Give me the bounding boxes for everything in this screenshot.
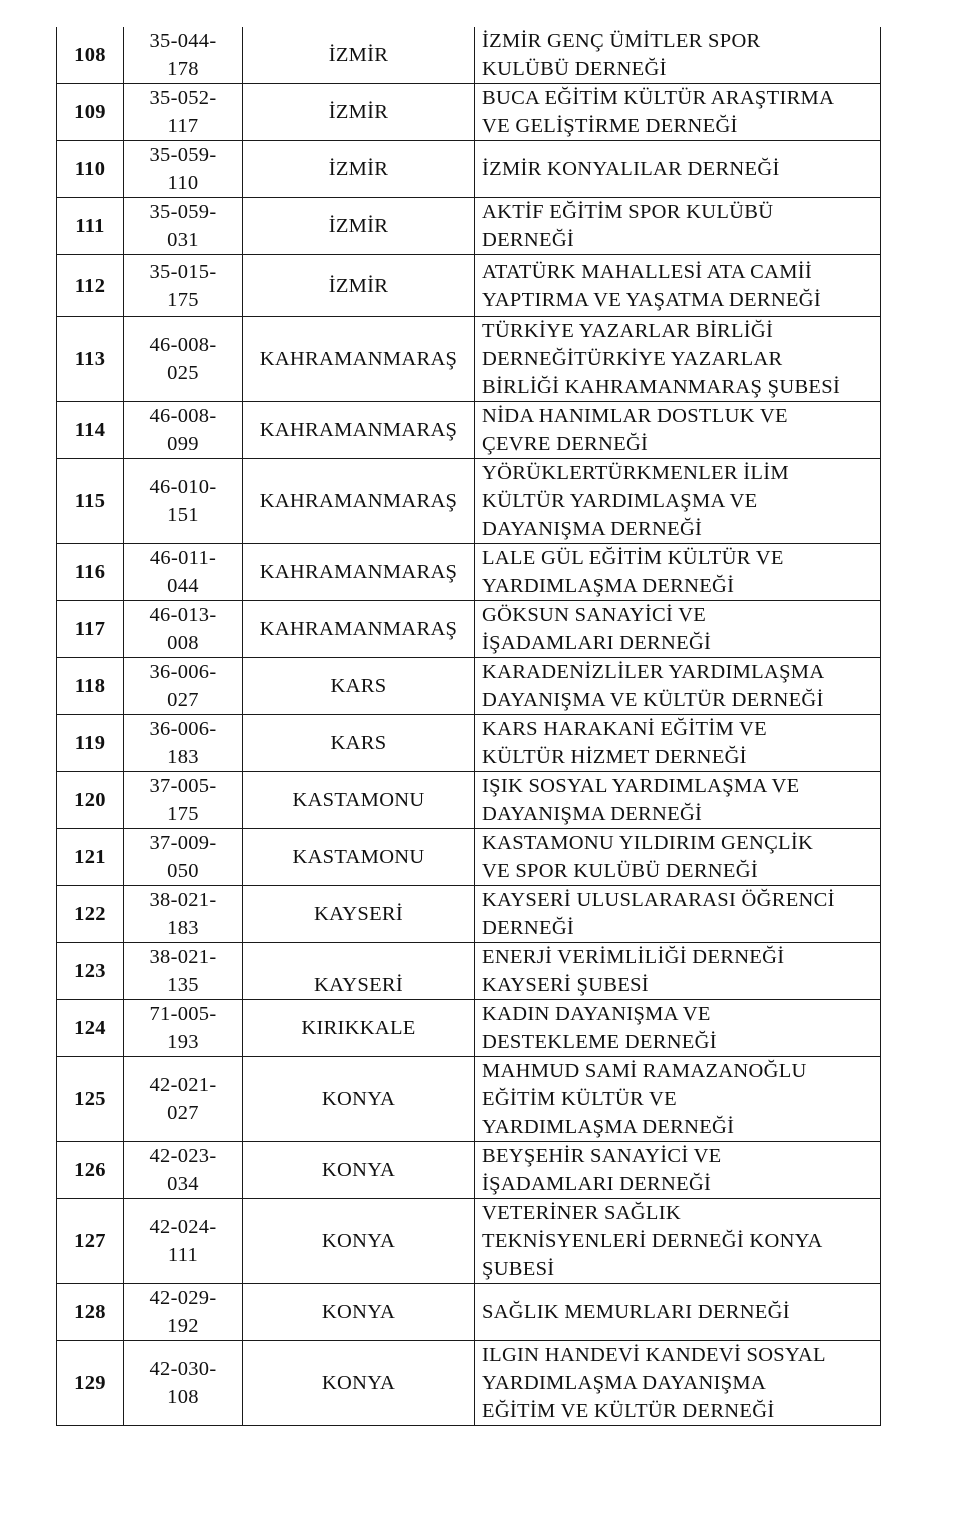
row-number: 121: [57, 829, 124, 886]
row-number: 127: [57, 1199, 124, 1284]
province: KAHRAMANMARAŞ: [243, 402, 475, 459]
registry-code-line: 027: [167, 689, 199, 711]
table-row: [57, 27, 881, 84]
association-name-line: YARDIMLAŞMA DAYANIŞMA: [482, 1372, 767, 1394]
table-row: [57, 715, 881, 772]
registry-code: [124, 459, 243, 544]
registry-code-line: 110: [167, 172, 199, 194]
row-number: 111: [57, 198, 124, 255]
table-row: [57, 255, 881, 317]
association-name-line: KULÜBÜ DERNEĞİ: [482, 58, 667, 80]
registry-code-line: 42-023-: [149, 1145, 217, 1167]
registry-code-line: 151: [167, 504, 199, 526]
registry-code-line: 46-008-: [149, 405, 217, 427]
registry-code-line: 46-011-: [149, 547, 217, 569]
registry-code-line: 42-030-: [149, 1358, 217, 1380]
table-row: [57, 1341, 881, 1426]
association-name: [475, 1284, 881, 1341]
registry-code: [124, 1057, 243, 1142]
registry-code: [124, 544, 243, 601]
association-name: [475, 317, 881, 402]
table-body: [57, 27, 881, 1426]
registry-code-line: 008: [167, 632, 199, 654]
table-row: [57, 601, 881, 658]
row-number: 117: [57, 601, 124, 658]
province: KONYA: [243, 1142, 475, 1199]
association-name-line: DERNEĞİTÜRKİYE YAZARLAR: [482, 348, 783, 370]
association-name-line: YAPTIRMA VE YAŞATMA DERNEĞİ: [482, 288, 821, 311]
association-name-line: AKTİF EĞİTİM SPOR KULÜBÜ: [482, 201, 774, 223]
registry-code: [124, 141, 243, 198]
province: KARS: [243, 715, 475, 772]
table-row: [57, 1142, 881, 1199]
association-name: [475, 544, 881, 601]
association-name-line: DAYANIŞMA DERNEĞİ: [482, 803, 703, 825]
row-number: 110: [57, 141, 124, 198]
table-row: [57, 772, 881, 829]
registry-code-line: 37-005-: [149, 775, 217, 797]
registry-code-line: 38-021-: [149, 889, 217, 911]
registry-code-line: 050: [167, 860, 199, 882]
province: KASTAMONU: [243, 772, 475, 829]
association-name-line: KARS HARAKANİ EĞİTİM VE: [482, 718, 767, 740]
table-row: [57, 658, 881, 715]
registry-code-line: 35-059-: [149, 144, 217, 166]
registry-code-line: 193: [167, 1031, 199, 1053]
association-name-line: KAYSERİ ŞUBESİ: [482, 974, 649, 996]
registry-code: [124, 255, 243, 317]
province: KAYSERİ: [243, 886, 475, 943]
association-name-line: VETERİNER SAĞLIK: [482, 1202, 681, 1224]
row-number: 129: [57, 1341, 124, 1426]
province: KARS: [243, 658, 475, 715]
province: İZMİR: [243, 84, 475, 141]
association-name-line: DESTEKLEME DERNEĞİ: [482, 1031, 717, 1053]
association-name: [475, 1000, 881, 1057]
registry-code-line: 37-009-: [149, 832, 217, 854]
province: KONYA: [243, 1199, 475, 1284]
table-row: [57, 402, 881, 459]
association-name-line: KÜLTÜR YARDIMLAŞMA VE: [482, 490, 758, 512]
row-number: 128: [57, 1284, 124, 1341]
association-name-line: YÖRÜKLERTÜRKMENLER İLİM: [482, 462, 789, 484]
table-row: [57, 459, 881, 544]
table-row: [57, 829, 881, 886]
province: KAHRAMANMARAŞ: [243, 544, 475, 601]
row-number: 123: [57, 943, 124, 1000]
association-name: [475, 658, 881, 715]
association-name-line: ÇEVRE DERNEĞİ: [482, 433, 649, 455]
association-name: [475, 402, 881, 459]
association-name-line: VE GELİŞTİRME DERNEĞİ: [482, 115, 738, 137]
association-name-line: ENERJİ VERİMLİLİĞİ DERNEĞİ: [482, 946, 785, 968]
association-name-line: YARDIMLAŞMA DERNEĞİ: [482, 1116, 735, 1138]
association-name-line: VE SPOR KULÜBÜ DERNEĞİ: [482, 860, 758, 882]
row-number: 118: [57, 658, 124, 715]
association-name: [475, 141, 881, 198]
association-name-line: DAYANIŞMA DERNEĞİ: [482, 518, 703, 540]
province: İZMİR: [243, 141, 475, 198]
association-name-line: KAYSERİ ULUSLARARASI ÖĞRENCİ: [482, 889, 835, 911]
row-number: 122: [57, 886, 124, 943]
province: KONYA: [243, 1057, 475, 1142]
table-row: [57, 1284, 881, 1341]
province: İZMİR: [243, 27, 475, 84]
registry-code-line: 46-008-: [149, 334, 217, 356]
association-name: [475, 1341, 881, 1426]
registry-code-line: 178: [167, 58, 199, 80]
association-name-line: NİDA HANIMLAR DOSTLUK VE: [482, 405, 788, 427]
association-name: [475, 715, 881, 772]
registry-code-line: 42-029-: [149, 1287, 217, 1309]
registry-code: [124, 84, 243, 141]
association-name: [475, 1199, 881, 1284]
registry-code-line: 111: [167, 1244, 199, 1266]
association-name-line: KARADENİZLİLER YARDIMLAŞMA: [482, 661, 825, 683]
association-name-line: KÜLTÜR HİZMET DERNEĞİ: [482, 746, 747, 768]
table-row: [57, 198, 881, 255]
registry-code: [124, 715, 243, 772]
registry-code-line: 35-015-: [149, 260, 217, 283]
province: KONYA: [243, 1284, 475, 1341]
association-name: [475, 459, 881, 544]
registry-code-line: 42-021-: [149, 1074, 217, 1096]
registry-code-line: 192: [167, 1315, 199, 1337]
registry-code-line: 71-005-: [149, 1003, 217, 1025]
row-number: 109: [57, 84, 124, 141]
association-name-line: KADIN DAYANIŞMA VE: [482, 1003, 711, 1025]
registry-code: [124, 601, 243, 658]
province: KASTAMONU: [243, 829, 475, 886]
association-name-line: İZMİR KONYALILAR DERNEĞİ: [482, 158, 780, 180]
registry-code: [124, 886, 243, 943]
row-number: 119: [57, 715, 124, 772]
association-name-line: BUCA EĞİTİM KÜLTÜR ARAŞTIRMA: [482, 87, 835, 109]
association-name-line: SAĞLIK MEMURLARI DERNEĞİ: [482, 1301, 790, 1323]
province: KAYSERİ: [243, 943, 475, 1000]
associations-table: [56, 27, 881, 1426]
association-name-line: ATATÜRK MAHALLESİ ATA CAMİİ: [482, 260, 812, 283]
registry-code: [124, 658, 243, 715]
registry-code: [124, 1199, 243, 1284]
registry-code-line: 35-059-: [149, 201, 217, 223]
association-name-line: İŞADAMLARI DERNEĞİ: [482, 632, 712, 654]
table-row: [57, 943, 881, 1000]
association-name: [475, 772, 881, 829]
registry-code-line: 044: [167, 575, 199, 597]
row-number: 115: [57, 459, 124, 544]
association-name-line: DERNEĞİ: [482, 229, 575, 251]
association-name-line: İŞADAMLARI DERNEĞİ: [482, 1173, 712, 1195]
association-name-line: İZMİR GENÇ ÜMİTLER SPOR: [482, 30, 761, 52]
registry-code-line: 46-013-: [149, 604, 217, 626]
registry-code-line: 183: [167, 917, 199, 939]
association-name: [475, 943, 881, 1000]
table-row: [57, 141, 881, 198]
association-name-line: EĞİTİM VE KÜLTÜR DERNEĞİ: [482, 1400, 775, 1422]
row-number: 114: [57, 402, 124, 459]
registry-code: [124, 198, 243, 255]
row-number: 112: [57, 255, 124, 317]
association-name-line: YARDIMLAŞMA DERNEĞİ: [482, 575, 735, 597]
registry-code: [124, 402, 243, 459]
row-number: 126: [57, 1142, 124, 1199]
association-name-line: BEYŞEHİR SANAYİCİ VE: [482, 1145, 722, 1167]
province: İZMİR: [243, 198, 475, 255]
table-row: [57, 1199, 881, 1284]
association-name-line: ILGIN HANDEVİ KANDEVİ SOSYAL: [482, 1344, 826, 1366]
registry-code-line: 183: [167, 746, 199, 768]
association-name-line: MAHMUD SAMİ RAMAZANOĞLU: [482, 1060, 807, 1082]
registry-code-line: 175: [167, 288, 199, 311]
row-number: 125: [57, 1057, 124, 1142]
registry-code-line: 42-024-: [149, 1216, 217, 1238]
association-name-line: TÜRKİYE YAZARLAR BİRLİĞİ: [482, 320, 774, 342]
table-row: [57, 84, 881, 141]
table-row: [57, 1000, 881, 1057]
table-row: [57, 1057, 881, 1142]
row-number: 108: [57, 27, 124, 84]
association-name-line: LALE GÜL EĞİTİM KÜLTÜR VE: [482, 547, 784, 569]
table-row: [57, 317, 881, 402]
association-name-line: DERNEĞİ: [482, 917, 575, 939]
registry-code-line: 38-021-: [149, 946, 217, 968]
association-name: [475, 27, 881, 84]
registry-code-line: 135: [167, 974, 199, 996]
registry-code-line: 46-010-: [149, 476, 217, 498]
registry-code-line: 099: [167, 433, 199, 455]
province: KAHRAMANMARAŞ: [243, 317, 475, 402]
province: KIRIKKALE: [243, 1000, 475, 1057]
association-name: [475, 829, 881, 886]
table-row: [57, 886, 881, 943]
association-name-line: GÖKSUN SANAYİCİ VE: [482, 604, 707, 626]
registry-code-line: 175: [167, 803, 199, 825]
province: İZMİR: [243, 255, 475, 317]
association-name-line: EĞİTİM KÜLTÜR VE: [482, 1088, 677, 1110]
association-name: [475, 84, 881, 141]
row-number: 124: [57, 1000, 124, 1057]
registry-code-line: 35-044-: [149, 30, 217, 52]
registry-code: [124, 829, 243, 886]
row-number: 116: [57, 544, 124, 601]
registry-code-line: 36-006-: [149, 718, 217, 740]
registry-code-line: 117: [167, 115, 199, 137]
province: KAHRAMANMARAŞ: [243, 459, 475, 544]
association-name-line: IŞIK SOSYAL YARDIMLAŞMA VE: [482, 775, 800, 797]
association-name-line: BİRLİĞİ KAHRAMANMARAŞ ŞUBESİ: [482, 376, 841, 398]
registry-code: [124, 1284, 243, 1341]
registry-code: [124, 317, 243, 402]
association-name-line: KASTAMONU YILDIRIM GENÇLİK: [482, 832, 814, 854]
registry-code-line: 35-052-: [149, 87, 217, 109]
association-name-line: DAYANIŞMA VE KÜLTÜR DERNEĞİ: [482, 689, 824, 711]
association-name: [475, 1142, 881, 1199]
registry-code: [124, 27, 243, 84]
association-name: [475, 601, 881, 658]
registry-code: [124, 1142, 243, 1199]
province: KAHRAMANMARAŞ: [243, 601, 475, 658]
association-name: [475, 198, 881, 255]
registry-code-line: 108: [167, 1386, 199, 1408]
registry-code-line: 031: [167, 229, 199, 251]
row-number: 120: [57, 772, 124, 829]
registry-code-line: 027: [167, 1102, 199, 1124]
association-name: [475, 1057, 881, 1142]
association-name: [475, 255, 881, 317]
association-name-line: ŞUBESİ: [482, 1258, 555, 1280]
row-number: 113: [57, 317, 124, 402]
association-name: [475, 886, 881, 943]
registry-code-line: 025: [167, 362, 199, 384]
province: KONYA: [243, 1341, 475, 1426]
association-name-line: TEKNİSYENLERİ DERNEĞİ KONYA: [482, 1230, 823, 1252]
registry-code: [124, 1000, 243, 1057]
registry-code-line: 36-006-: [149, 661, 217, 683]
registry-code-line: 034: [167, 1173, 199, 1195]
registry-code: [124, 1341, 243, 1426]
table-row: [57, 544, 881, 601]
registry-code: [124, 772, 243, 829]
registry-code: [124, 943, 243, 1000]
